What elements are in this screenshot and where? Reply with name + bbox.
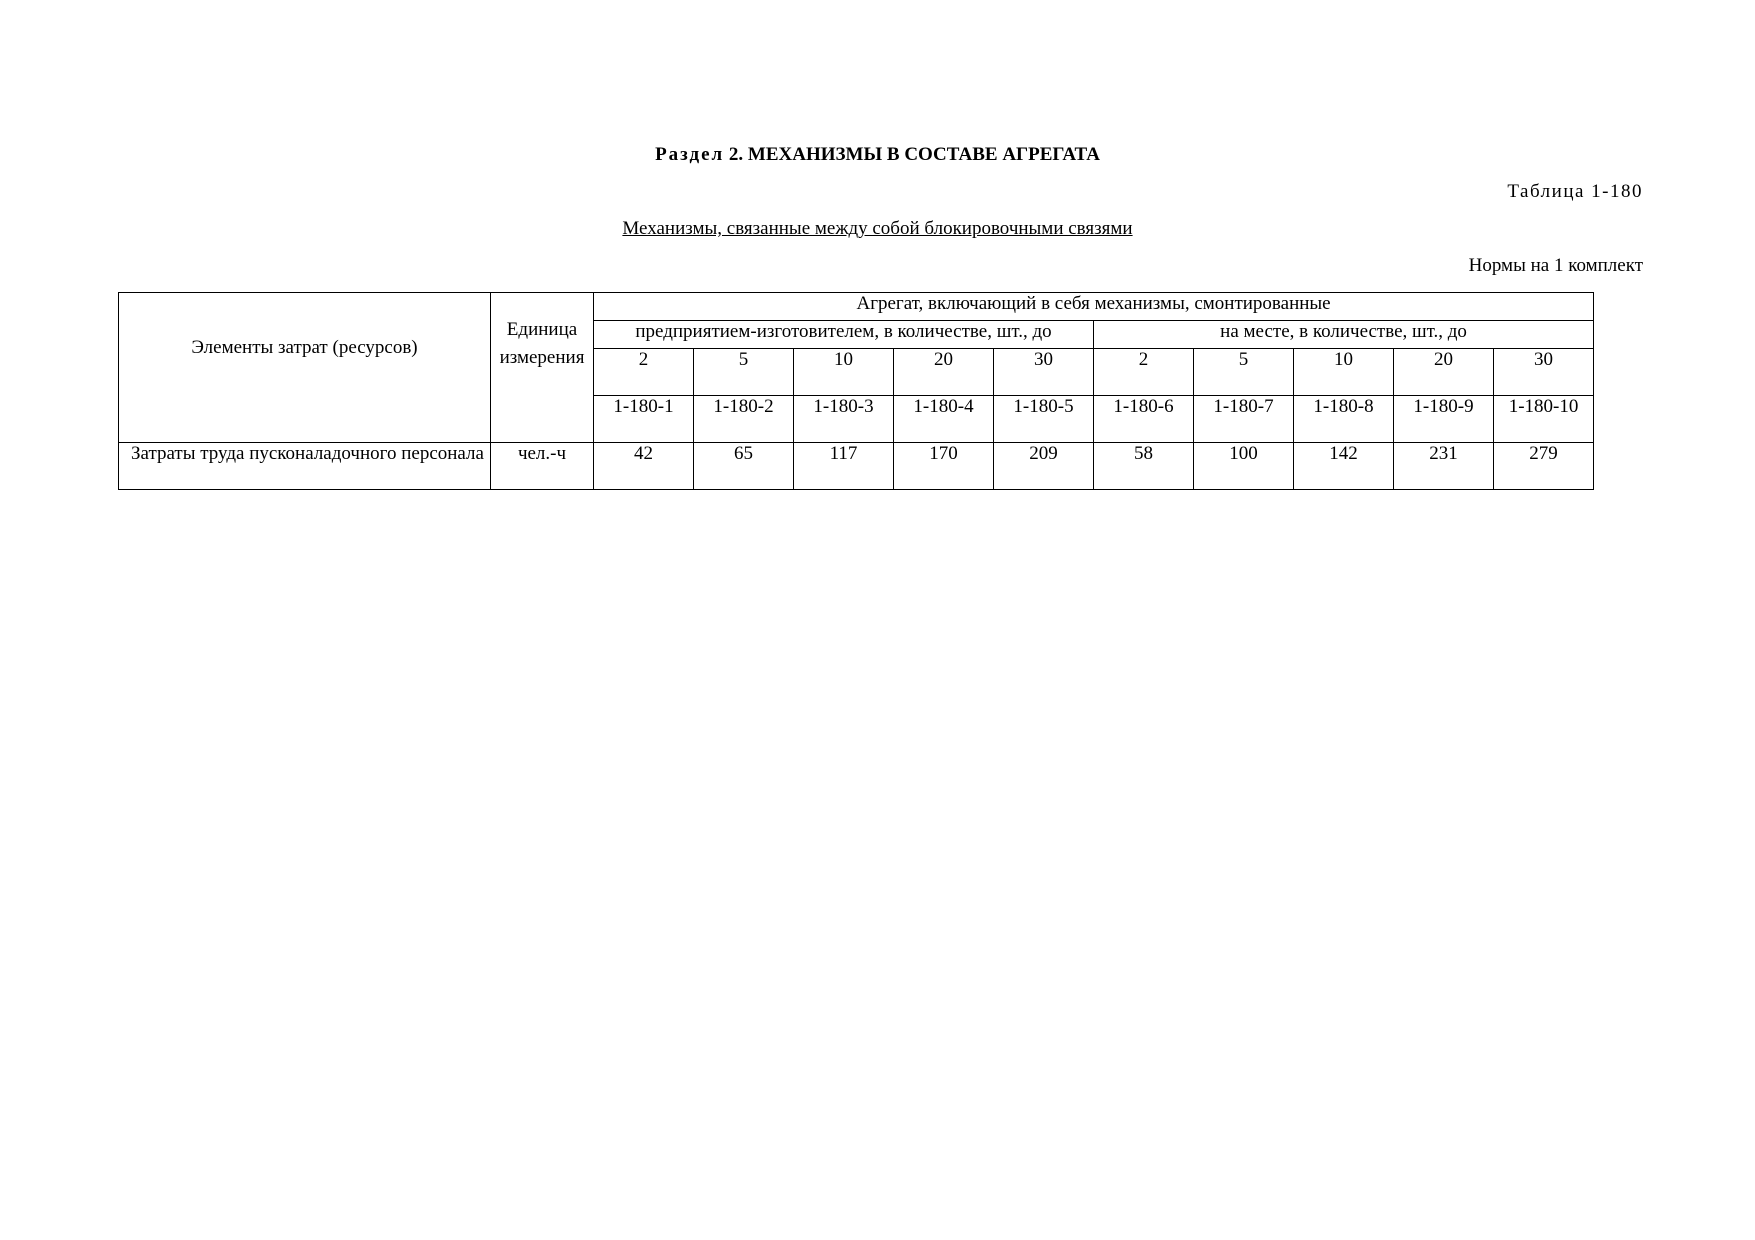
quantity-cell: 20 bbox=[894, 349, 994, 396]
value-cell: 117 bbox=[794, 443, 894, 490]
quantity-cell: 2 bbox=[594, 349, 694, 396]
section-title bbox=[0, 144, 1755, 166]
quantity-cell: 10 bbox=[1294, 349, 1394, 396]
code-cell: 1-180-6 bbox=[1094, 396, 1194, 443]
value-cell: 209 bbox=[994, 443, 1094, 490]
norms-label: Нормы на 1 комплект bbox=[1468, 255, 1643, 276]
code-cell: 1-180-9 bbox=[1394, 396, 1494, 443]
quantity-cell: 5 bbox=[1194, 349, 1294, 396]
value-cell: 142 bbox=[1294, 443, 1394, 490]
quantity-cell: 20 bbox=[1394, 349, 1494, 396]
value-cell: 231 bbox=[1394, 443, 1494, 490]
quantity-cell: 2 bbox=[1094, 349, 1194, 396]
quantity-cell: 30 bbox=[994, 349, 1094, 396]
header-group-onsite: на месте, в количестве, шт., до bbox=[1094, 321, 1594, 349]
code-cell: 1-180-10 bbox=[1494, 396, 1594, 443]
code-cell: 1-180-5 bbox=[994, 396, 1094, 443]
value-cell: 58 bbox=[1094, 443, 1194, 490]
row-resource-name: Затраты труда пусконаладочного персонала bbox=[119, 443, 491, 490]
table-caption: Механизмы, связанные между собой блокировочными связями bbox=[622, 218, 1133, 239]
value-cell: 100 bbox=[1194, 443, 1294, 490]
code-cell: 1-180-7 bbox=[1194, 396, 1294, 443]
table-row bbox=[119, 443, 1594, 490]
quantity-cell: 5 bbox=[694, 349, 794, 396]
row-unit: чел.-ч bbox=[491, 443, 594, 490]
code-cell: 1-180-4 bbox=[894, 396, 994, 443]
quantity-cell: 10 bbox=[794, 349, 894, 396]
header-resources: Элементы затрат (ресурсов) bbox=[119, 293, 491, 443]
value-cell: 170 bbox=[894, 443, 994, 490]
quantity-cell: 30 bbox=[1494, 349, 1594, 396]
section-title-prefix: Раздел bbox=[655, 144, 725, 165]
section-title-text: 2. МЕХАНИЗМЫ В СОСТАВЕ АГРЕГАТА bbox=[728, 144, 1100, 165]
value-cell: 65 bbox=[694, 443, 794, 490]
code-cell: 1-180-8 bbox=[1294, 396, 1394, 443]
header-group-factory: предприятием-изготовителем, в количестве, шт., до bbox=[594, 321, 1094, 349]
norm-table bbox=[118, 292, 1594, 490]
header-unit-line2: измерения bbox=[499, 347, 585, 368]
header-row-aggregate bbox=[119, 293, 1594, 321]
header-unit-line1: Единица bbox=[506, 319, 578, 340]
header-aggregate: Агрегат, включающий в себя механизмы, смонтированные bbox=[594, 293, 1594, 321]
value-cell: 279 bbox=[1494, 443, 1594, 490]
table-number: Таблица 1-180 bbox=[1507, 181, 1643, 202]
code-cell: 1-180-1 bbox=[594, 396, 694, 443]
code-cell: 1-180-3 bbox=[794, 396, 894, 443]
value-cell: 42 bbox=[594, 443, 694, 490]
code-cell: 1-180-2 bbox=[694, 396, 794, 443]
header-unit bbox=[491, 293, 594, 443]
